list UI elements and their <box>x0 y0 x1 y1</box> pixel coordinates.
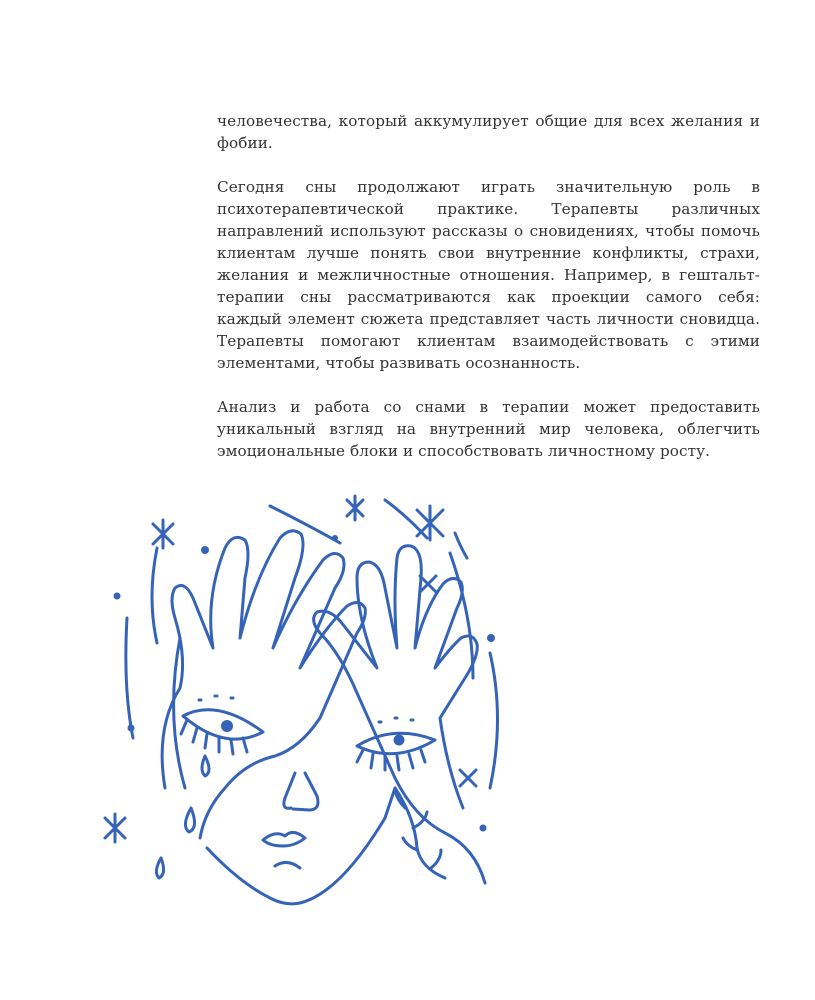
star-top-left <box>153 520 173 548</box>
right-eye-brow-dots <box>379 718 413 722</box>
left-eye-lashes <box>181 720 247 754</box>
right-outer-line-2 <box>490 653 498 788</box>
face-right-cheek <box>300 788 395 903</box>
left-outer-line <box>126 618 133 738</box>
dot-1 <box>201 546 209 554</box>
left-eye-pupil <box>221 720 233 732</box>
left-eye-brow-dots <box>199 696 233 700</box>
dot-6 <box>332 535 338 541</box>
dot-4 <box>487 634 495 642</box>
face-left-cheek <box>207 848 300 904</box>
vine-stem <box>395 788 445 878</box>
right-outer-line-3 <box>455 533 467 558</box>
nose-left <box>284 773 295 808</box>
left-outer-line-2 <box>152 548 157 643</box>
right-hand-outline <box>314 546 485 883</box>
star-top-middle <box>347 496 363 520</box>
dot-3 <box>128 725 135 732</box>
tear-2 <box>185 808 194 832</box>
paragraph-2: Сегодня сны продолжают играть значительную роль в психотерапевтической практике. Терапевты различных направлений используют рассказы о сновидениях, чтобы помочь клиентам лучше понять свои внутренние конфликты, страхи, желания и межличностные отношения. Например, в гештальт-терапии сны рассматриваются как проекции самого себя: каждый элемент сюжета представляет часть личности сновидца. Терапевты помогают клиентам взаимодействовать с этими элементами, чтобы развивать осознанность. <box>217 178 760 372</box>
tear-1 <box>202 756 209 776</box>
nose-right <box>293 773 318 810</box>
paragraph-1: человечества, который аккумулирует общие для всех желания и фобии. <box>217 112 760 152</box>
dot-5 <box>480 825 487 832</box>
star-top-right <box>417 506 443 540</box>
right-eye-pupil <box>394 735 405 746</box>
body-text <box>217 110 760 484</box>
star-right-lower <box>460 770 476 786</box>
lower-lip <box>275 862 300 868</box>
upper-lip <box>263 832 305 846</box>
dot-2 <box>114 593 121 600</box>
hands-over-face-illustration <box>95 488 535 918</box>
star-left-lower <box>105 814 125 842</box>
left-hand-outline <box>162 531 365 838</box>
paragraph-3: Анализ и работа со снами в терапии может предоставить уникальный взгляд на внутренний мир человека, облегчить эмоциональные блоки и способствовать личностному росту. <box>217 398 760 460</box>
tear-3 <box>156 858 163 878</box>
